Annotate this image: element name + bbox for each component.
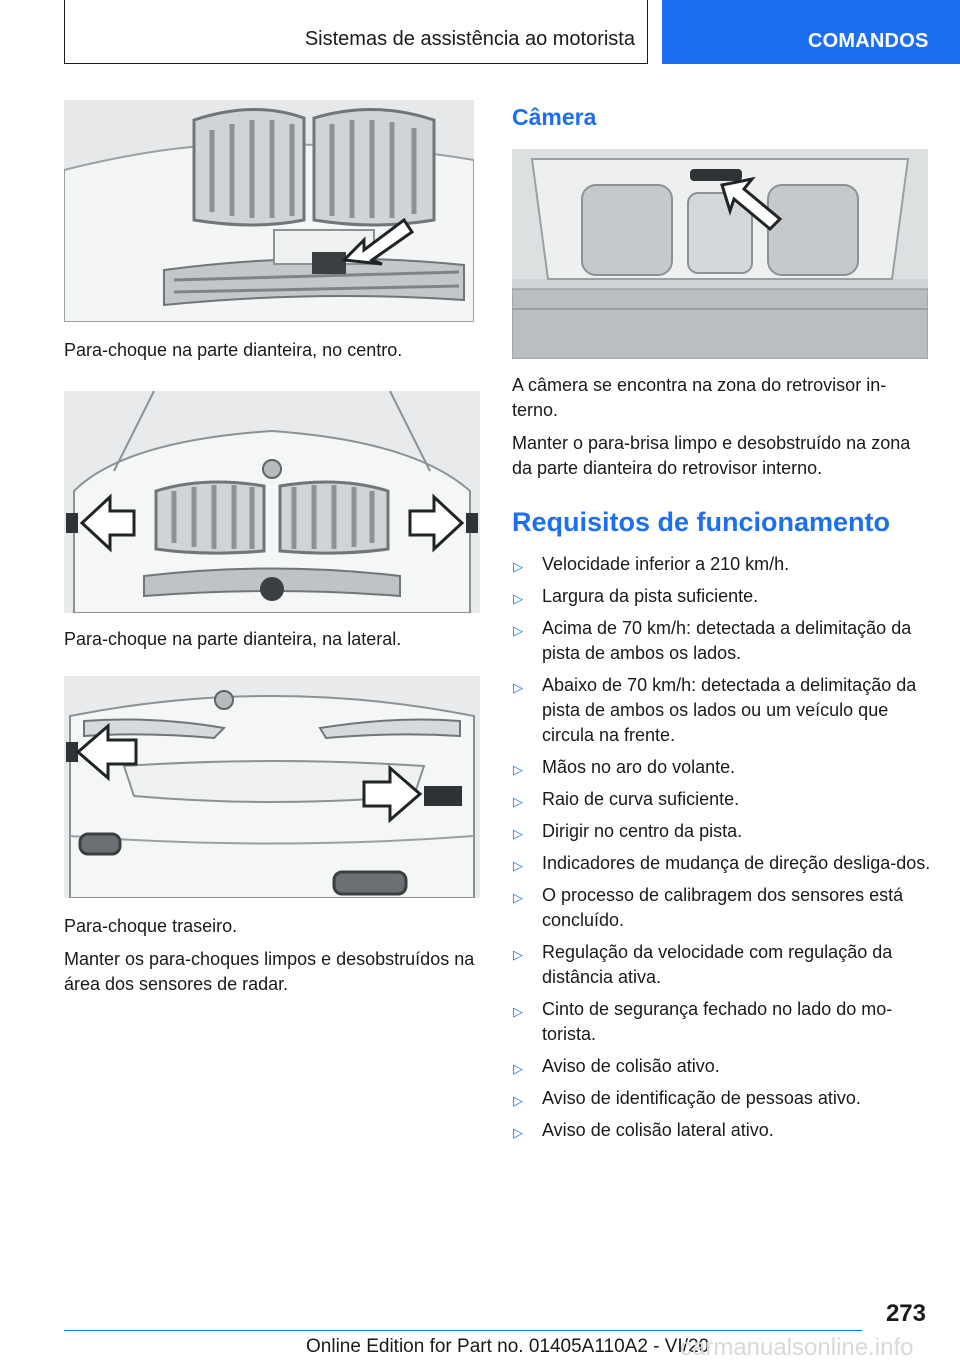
watermark: carmanualsonline.info [680, 1334, 914, 1361]
triangle-bullet-icon: ▷ [513, 1004, 523, 1019]
list-item: ▷ Largura da pista suficiente. [512, 584, 932, 609]
list-item: ▷ Velocidade inferior a 210 km/h. [512, 552, 932, 577]
left-column [64, 100, 480, 997]
triangle-bullet-icon: ▷ [513, 623, 523, 638]
page-header [0, 0, 960, 66]
page-number: 273 [885, 1300, 926, 1327]
edition-footer: Online Edition for Part no. 01405A110A2 - VI/20 [306, 1336, 710, 1357]
camera-care-text: Manter o para-brisa limpo e desobstruído na zona da parte dianteira do retrovisor interno. [512, 433, 911, 478]
camera-heading: Câmera [512, 104, 597, 130]
triangle-bullet-icon: ▷ [513, 591, 523, 606]
triangle-bullet-icon: ▷ [513, 680, 523, 695]
triangle-bullet-icon: ▷ [513, 947, 523, 962]
footer-divider [64, 1330, 862, 1331]
list-item: ▷ Acima de 70 km/h: detectada a delimitação da pista de ambos os lados. [513, 618, 912, 663]
triangle-bullet-icon: ▷ [513, 762, 523, 777]
requirements-list [512, 552, 932, 1143]
list-item: ▷ Dirigir no centro da pista. [512, 819, 932, 844]
requirements-heading: Requisitos de funcionamento [512, 507, 891, 537]
right-column [512, 100, 932, 1150]
section-title: Sistemas de assistência ao motorista [304, 28, 635, 50]
list-item: ▷ O processo de calibragem dos sensores está concluído. [513, 885, 904, 930]
figure-caption-front-lateral: Para-choque na parte dianteira, na lateral. [64, 629, 402, 649]
triangle-bullet-icon: ▷ [513, 858, 523, 873]
triangle-bullet-icon: ▷ [513, 1061, 523, 1076]
triangle-bullet-icon: ▷ [513, 559, 523, 574]
triangle-bullet-icon: ▷ [513, 794, 523, 809]
section-title-box [64, 0, 648, 64]
list-item: ▷ Abaixo de 70 km/h: detectada a delimitação da pista de ambos os lados ou um veículo que circula na frente. [513, 675, 917, 745]
list-item: ▷ Indicadores de mudança de direção desliga-dos. [512, 851, 932, 876]
front-center-bumper-illustration [64, 100, 474, 322]
list-item: ▷ Aviso de colisão lateral ativo. [512, 1118, 932, 1143]
radar-sensor-note: Manter os para-choques limpos e desobstruídos na área dos sensores de radar. [64, 949, 475, 994]
chapter-tab: COMANDOS [662, 0, 960, 64]
triangle-bullet-icon: ▷ [513, 826, 523, 841]
list-item: ▷ Regulação da velocidade com regulação da distância ativa. [513, 942, 893, 987]
triangle-bullet-icon: ▷ [513, 1125, 523, 1140]
camera-location-text: A câmera se encontra na zona do retrovisor in-terno. [512, 375, 887, 420]
camera-location-illustration [512, 149, 928, 359]
list-item: ▷ Raio de curva suficiente. [512, 787, 932, 812]
figure-caption-front-center: Para-choque na parte dianteira, no centro. [64, 340, 403, 360]
figure-caption-rear: Para-choque traseiro. [64, 916, 238, 936]
front-lateral-bumper-illustration [64, 391, 480, 613]
list-item: ▷ Cinto de segurança fechado no lado do mo-torista. [513, 999, 893, 1044]
list-item: ▷ Aviso de colisão ativo. [512, 1054, 932, 1079]
triangle-bullet-icon: ▷ [513, 1093, 523, 1108]
rear-bumper-illustration [64, 676, 480, 898]
list-item: ▷ Aviso de identificação de pessoas ativo. [512, 1086, 932, 1111]
list-item: ▷ Mãos no aro do volante. [512, 755, 932, 780]
triangle-bullet-icon: ▷ [513, 890, 523, 905]
